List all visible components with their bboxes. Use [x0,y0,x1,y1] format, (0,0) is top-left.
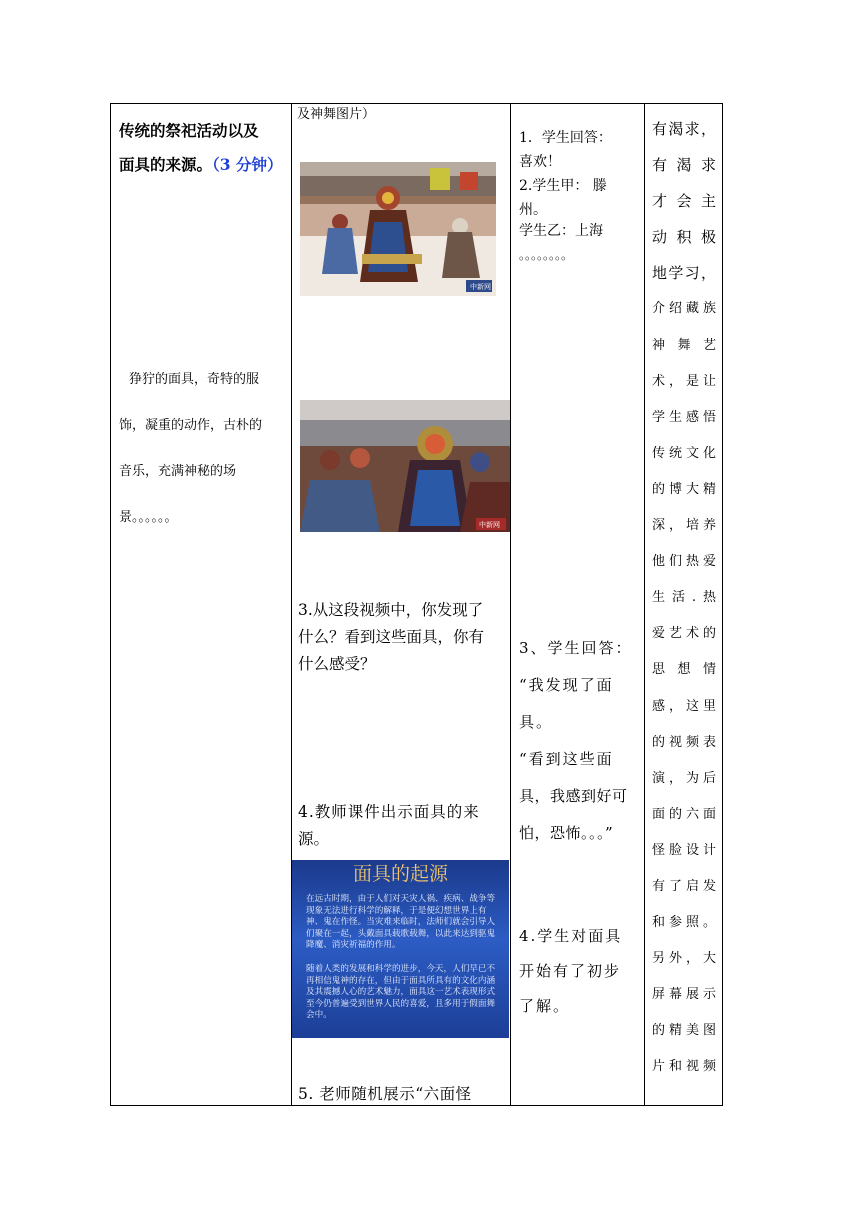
answer-3-line: 具，我感到好可 [519,787,628,805]
question-3-line: 什么感受？ [298,655,376,673]
desc-line: 音乐，充满神秘的场 [119,464,237,479]
intent-line: 传统文化 [652,445,716,461]
answer-4-line: 了解。 [519,997,571,1015]
answer-4-line: 开始有了初步 [519,962,622,980]
intent-line: 有渴求 [652,156,716,175]
intent-line: 才会主 [652,192,716,211]
intent-line: 动积极 [652,228,716,247]
slide-title: 面具的起源 [352,863,448,885]
answer-1-line: 州。 [519,202,547,218]
svg-text:中新网: 中新网 [479,521,500,529]
intent-line: 学生感悟 [652,409,716,425]
answer-4-line: 4.学生对面具 [519,927,623,945]
intent-line: 的精美图 [652,1023,716,1039]
intent-line: 演，为后 [652,770,716,786]
answer-3-line: “我发现了面 [519,676,614,694]
intent-line: 介绍藏族 [652,301,716,317]
desc-line: 饰，凝重的动作，古朴的 [119,418,263,433]
time-note: （3 分钟） [212,155,283,174]
slide-paragraph-1: 在远古时期，由于人们对天灾人祸、疾病、战争等现象无法进行科学的解释，于是便幻想世界上有神、鬼在作怪。当灾难来临时，法师们就会引导人们聚在一起，头戴面具载歌载舞，以此来达到驱鬼降魔、消灾祈福的作用。 [306,894,496,951]
activity-column [111,104,291,1105]
intent-line: 神舞艺 [652,337,716,353]
activity-heading-line2: 面具的来源。（3 分钟） [119,155,283,174]
intent-line: 的视频表 [652,734,716,750]
intent-line: 和参照。 [652,915,716,931]
answer-3-line: “看到这些面 [519,750,614,768]
design-intent-text [652,111,716,1086]
svg-text:中新网: 中新网 [470,283,491,291]
student-column [511,104,644,1105]
desc-line: 狰狞的面具，奇特的服 [129,372,260,387]
intent-line: 爱艺术的 [652,626,716,642]
question-3-line: 3.从这段视频中，你发现了 [298,601,484,619]
question-5-line: 5. 老师随机展示“六面怪 [298,1085,472,1103]
intent-line: 的博大精 [652,481,716,497]
intent-line: 面的六面 [652,806,716,822]
intent-line: 地学习， [652,264,716,283]
answer-3-line: 怕，恐怖。。。” [519,824,614,842]
intent-line: 深，培养 [652,518,716,534]
intent-line: 有渴求， [652,120,716,138]
answer-3-line: 3、学生回答： [519,639,633,657]
tibetan-dance-photo-2 [300,400,510,532]
image-caption: 及神舞图片） [297,107,376,122]
design-intent-column [645,104,723,1105]
intent-line: 另外，大 [652,951,716,967]
intent-line: 屏幕展示 [652,987,716,1003]
desc-line: 景。。。。。。 [119,510,178,525]
lesson-table [110,103,723,1106]
intent-line: 生活.热 [652,590,716,606]
mask-photo-icon [300,400,510,532]
tibetan-dance-photo-1 [300,162,496,296]
intent-line: 他们热爱 [652,554,716,570]
question-3-line: 什么？看到这些面具，你有 [298,628,485,646]
dance-photo-icon [300,162,496,296]
intent-line: 怪脸设计 [652,842,716,858]
intent-line: 术，是让 [652,373,716,389]
answer-1-line: 喜欢！ [519,154,561,170]
teacher-column [292,104,510,1105]
activity-heading-line1: 传统的祭祀活动以及 [119,121,259,140]
question-4-line: 4.教师课件出示面具的来 [298,803,480,821]
answer-3-line: 具。 [519,713,554,731]
mask-origin-slide [292,860,509,1038]
intent-line: 片和视频 [652,1059,716,1075]
intent-line: 思想情 [652,662,716,678]
answer-1-line: 1．学生回答： [519,130,612,146]
answer-1-line: 2.学生甲： 滕 [519,178,607,194]
question-4-line: 源。 [298,830,330,848]
slide-paragraph-2: 随着人类的发展和科学的进步，今天，人们早已不再相信鬼神的存在，但由于面具所具有的文化内涵及其震撼人心的艺术魅力，面具这一艺术表现形式至今仍普遍受到世界人民的喜爱，且多用于假面舞会中。 [306,964,496,1021]
answer-1-line: 学生乙：上海 [519,223,603,239]
intent-line: 有了启发 [652,878,716,894]
answer-1-line: 。。。。。。。。 [519,248,574,262]
intent-line: 感，这里 [652,698,716,714]
